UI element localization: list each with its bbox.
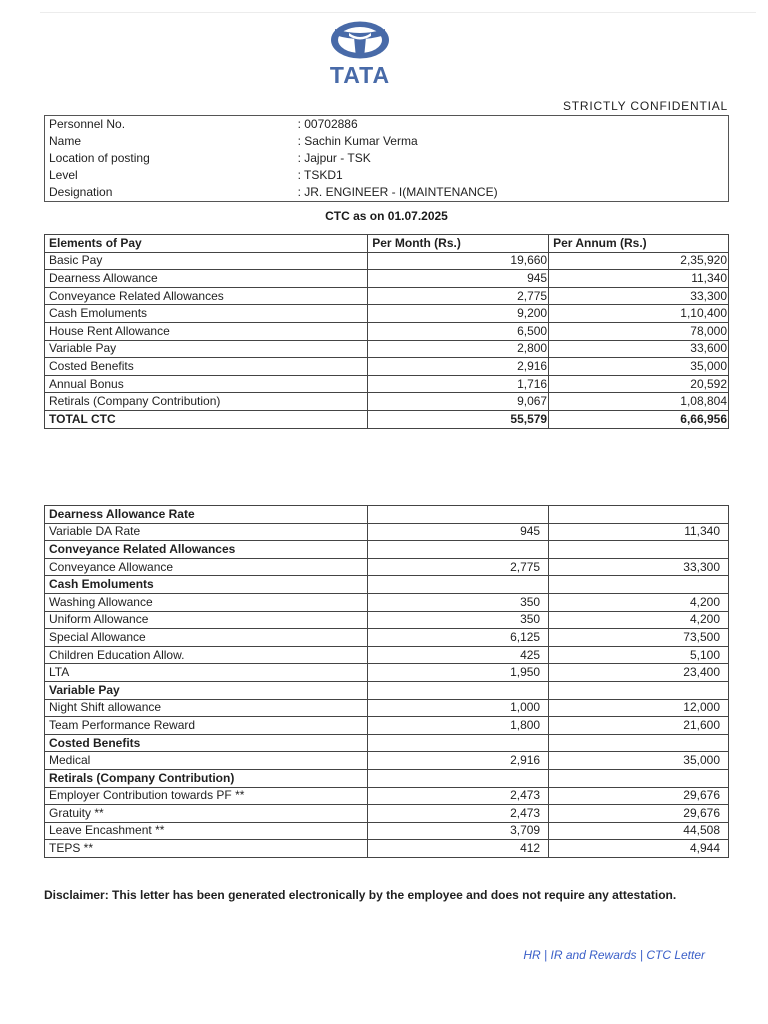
per-annum-value: 23,400 <box>549 664 729 682</box>
column-header: Per Annum (Rs.) <box>549 235 729 253</box>
employee-detail-row <box>45 184 729 202</box>
pay-component: Gratuity ** <box>45 805 368 823</box>
per-month-value: 350 <box>368 593 549 611</box>
detail-label: Personnel No. <box>49 117 126 131</box>
table-row <box>45 252 729 270</box>
detail-value: : JR. ENGINEER - I(MAINTENANCE) <box>297 185 498 199</box>
table-row <box>45 523 729 541</box>
per-month-value: 2,800 <box>368 340 549 358</box>
pay-component: Employer Contribution towards PF ** <box>45 787 368 805</box>
empty-cell <box>368 576 549 594</box>
detail-value: : Jajpur - TSK <box>297 151 371 165</box>
ctc-breakdown-table <box>44 505 729 858</box>
pay-component: Children Education Allow. <box>45 646 368 664</box>
section-heading: Conveyance Related Allowances <box>45 541 368 559</box>
per-annum-value: 29,676 <box>549 787 729 805</box>
pay-component: LTA <box>45 664 368 682</box>
pay-component: Medical <box>45 752 368 770</box>
table-row <box>45 646 729 664</box>
pay-element: Costed Benefits <box>45 358 368 376</box>
table-row <box>45 375 729 393</box>
section-heading-row <box>45 506 729 524</box>
per-annum-value: 12,000 <box>549 699 729 717</box>
per-annum-value: 21,600 <box>549 717 729 735</box>
table-row <box>45 699 729 717</box>
table-row <box>45 593 729 611</box>
section-heading: Retirals (Company Contribution) <box>45 769 368 787</box>
top-divider <box>40 12 756 13</box>
per-month-value: 1,800 <box>368 717 549 735</box>
disclaimer: Disclaimer: This letter has been generated electronically by the employee and does not require any attestation. <box>44 888 677 902</box>
per-annum-value: 4,200 <box>549 593 729 611</box>
empty-cell <box>549 681 729 699</box>
empty-cell <box>549 541 729 559</box>
column-header: Elements of Pay <box>45 235 368 253</box>
per-annum-value: 4,944 <box>549 840 729 858</box>
per-month-value: 945 <box>368 270 549 288</box>
pay-component: Variable DA Rate <box>45 523 368 541</box>
per-annum-value: 35,000 <box>549 358 729 376</box>
per-month-value: 6,500 <box>368 322 549 340</box>
empty-cell <box>549 506 729 524</box>
pay-element: Conveyance Related Allowances <box>45 287 368 305</box>
ctc-summary-table <box>44 234 729 429</box>
pay-component: TEPS ** <box>45 840 368 858</box>
detail-label: Location of posting <box>49 151 150 165</box>
per-annum-value: 33,600 <box>549 340 729 358</box>
total-ctc-row <box>45 410 729 428</box>
section-heading-row <box>45 769 729 787</box>
per-month-value: 9,067 <box>368 393 549 411</box>
per-annum-value: 78,000 <box>549 322 729 340</box>
table-row <box>45 558 729 576</box>
pay-component: Leave Encashment ** <box>45 822 368 840</box>
table-row <box>45 393 729 411</box>
detail-value: : 00702886 <box>297 117 358 131</box>
per-month-value: 19,660 <box>368 252 549 270</box>
pay-element: Annual Bonus <box>45 375 368 393</box>
pay-component: Uniform Allowance <box>45 611 368 629</box>
employee-detail-row <box>45 116 729 134</box>
total-label: TOTAL CTC <box>45 410 368 428</box>
table-row <box>45 322 729 340</box>
column-header: Per Month (Rs.) <box>368 235 549 253</box>
tata-emblem-icon <box>318 20 402 64</box>
per-month-value: 2,775 <box>368 558 549 576</box>
employee-details-table <box>44 115 729 202</box>
pay-component: Night Shift allowance <box>45 699 368 717</box>
empty-cell <box>368 506 549 524</box>
per-annum-value: 2,35,920 <box>549 252 729 270</box>
per-month-value: 2,916 <box>368 752 549 770</box>
per-month-value: 945 <box>368 523 549 541</box>
empty-cell <box>368 769 549 787</box>
per-month-value: 9,200 <box>368 305 549 323</box>
table-row <box>45 629 729 647</box>
empty-cell <box>549 576 729 594</box>
per-month-value: 425 <box>368 646 549 664</box>
table-row <box>45 305 729 323</box>
section-heading: Variable Pay <box>45 681 368 699</box>
per-annum-value: 4,200 <box>549 611 729 629</box>
empty-cell <box>549 734 729 752</box>
section-heading: Dearness Allowance Rate <box>45 506 368 524</box>
per-annum-value: 35,000 <box>549 752 729 770</box>
per-month-value: 1,000 <box>368 699 549 717</box>
section-heading: Cash Emoluments <box>45 576 368 594</box>
empty-cell <box>368 734 549 752</box>
per-annum-value: 11,340 <box>549 523 729 541</box>
employee-detail-row <box>45 133 729 150</box>
table-row <box>45 805 729 823</box>
per-month-value: 1,950 <box>368 664 549 682</box>
total-per-annum: 6,66,956 <box>549 410 729 428</box>
employee-detail-row <box>45 167 729 184</box>
per-annum-value: 11,340 <box>549 270 729 288</box>
per-annum-value: 73,500 <box>549 629 729 647</box>
pay-element: Dearness Allowance <box>45 270 368 288</box>
table-row <box>45 752 729 770</box>
per-month-value: 412 <box>368 840 549 858</box>
detail-label: Name <box>49 134 82 148</box>
table-row <box>45 664 729 682</box>
confidential-label: STRICTLY CONFIDENTIAL <box>562 99 728 113</box>
brand-wordmark: TATA <box>329 62 391 88</box>
per-month-value: 2,473 <box>368 787 549 805</box>
per-month-value: 6,125 <box>368 629 549 647</box>
table-row <box>45 611 729 629</box>
table-header-row <box>45 235 729 253</box>
table-row <box>45 270 729 288</box>
total-per-month: 55,579 <box>368 410 549 428</box>
section-heading-row <box>45 734 729 752</box>
per-month-value: 2,473 <box>368 805 549 823</box>
detail-value: : TSKD1 <box>297 168 343 182</box>
section-heading-row <box>45 681 729 699</box>
employee-detail-row <box>45 150 729 167</box>
table-row <box>45 787 729 805</box>
tata-logo <box>318 20 402 86</box>
pay-element: Variable Pay <box>45 340 368 358</box>
section-heading-row <box>45 576 729 594</box>
pay-component: Washing Allowance <box>45 593 368 611</box>
per-annum-value: 5,100 <box>549 646 729 664</box>
per-month-value: 3,709 <box>368 822 549 840</box>
table-row <box>45 717 729 735</box>
pay-element: House Rent Allowance <box>45 322 368 340</box>
per-month-value: 1,716 <box>368 375 549 393</box>
per-annum-value: 29,676 <box>549 805 729 823</box>
table-row <box>45 287 729 305</box>
empty-cell <box>368 681 549 699</box>
per-annum-value: 33,300 <box>549 558 729 576</box>
footer-link[interactable]: HR | IR and Rewards | CTC Letter <box>523 948 705 962</box>
detail-label: Designation <box>49 185 113 199</box>
ctc-title: CTC as on 01.07.2025 <box>325 209 448 223</box>
per-month-value: 2,775 <box>368 287 549 305</box>
table-row <box>45 358 729 376</box>
per-annum-value: 1,08,804 <box>549 393 729 411</box>
table-row <box>45 840 729 858</box>
per-annum-value: 33,300 <box>549 287 729 305</box>
section-heading-row <box>45 541 729 559</box>
detail-label: Level <box>49 168 78 182</box>
empty-cell <box>549 769 729 787</box>
pay-component: Team Performance Reward <box>45 717 368 735</box>
pay-component: Conveyance Allowance <box>45 558 368 576</box>
per-month-value: 350 <box>368 611 549 629</box>
per-annum-value: 1,10,400 <box>549 305 729 323</box>
per-month-value: 2,916 <box>368 358 549 376</box>
pay-element: Cash Emoluments <box>45 305 368 323</box>
detail-value: : Sachin Kumar Verma <box>297 134 418 148</box>
section-heading: Costed Benefits <box>45 734 368 752</box>
per-annum-value: 44,508 <box>549 822 729 840</box>
pay-element: Retirals (Company Contribution) <box>45 393 368 411</box>
per-annum-value: 20,592 <box>549 375 729 393</box>
empty-cell <box>368 541 549 559</box>
pay-component: Special Allowance <box>45 629 368 647</box>
table-row <box>45 340 729 358</box>
table-row <box>45 822 729 840</box>
pay-element: Basic Pay <box>45 252 368 270</box>
